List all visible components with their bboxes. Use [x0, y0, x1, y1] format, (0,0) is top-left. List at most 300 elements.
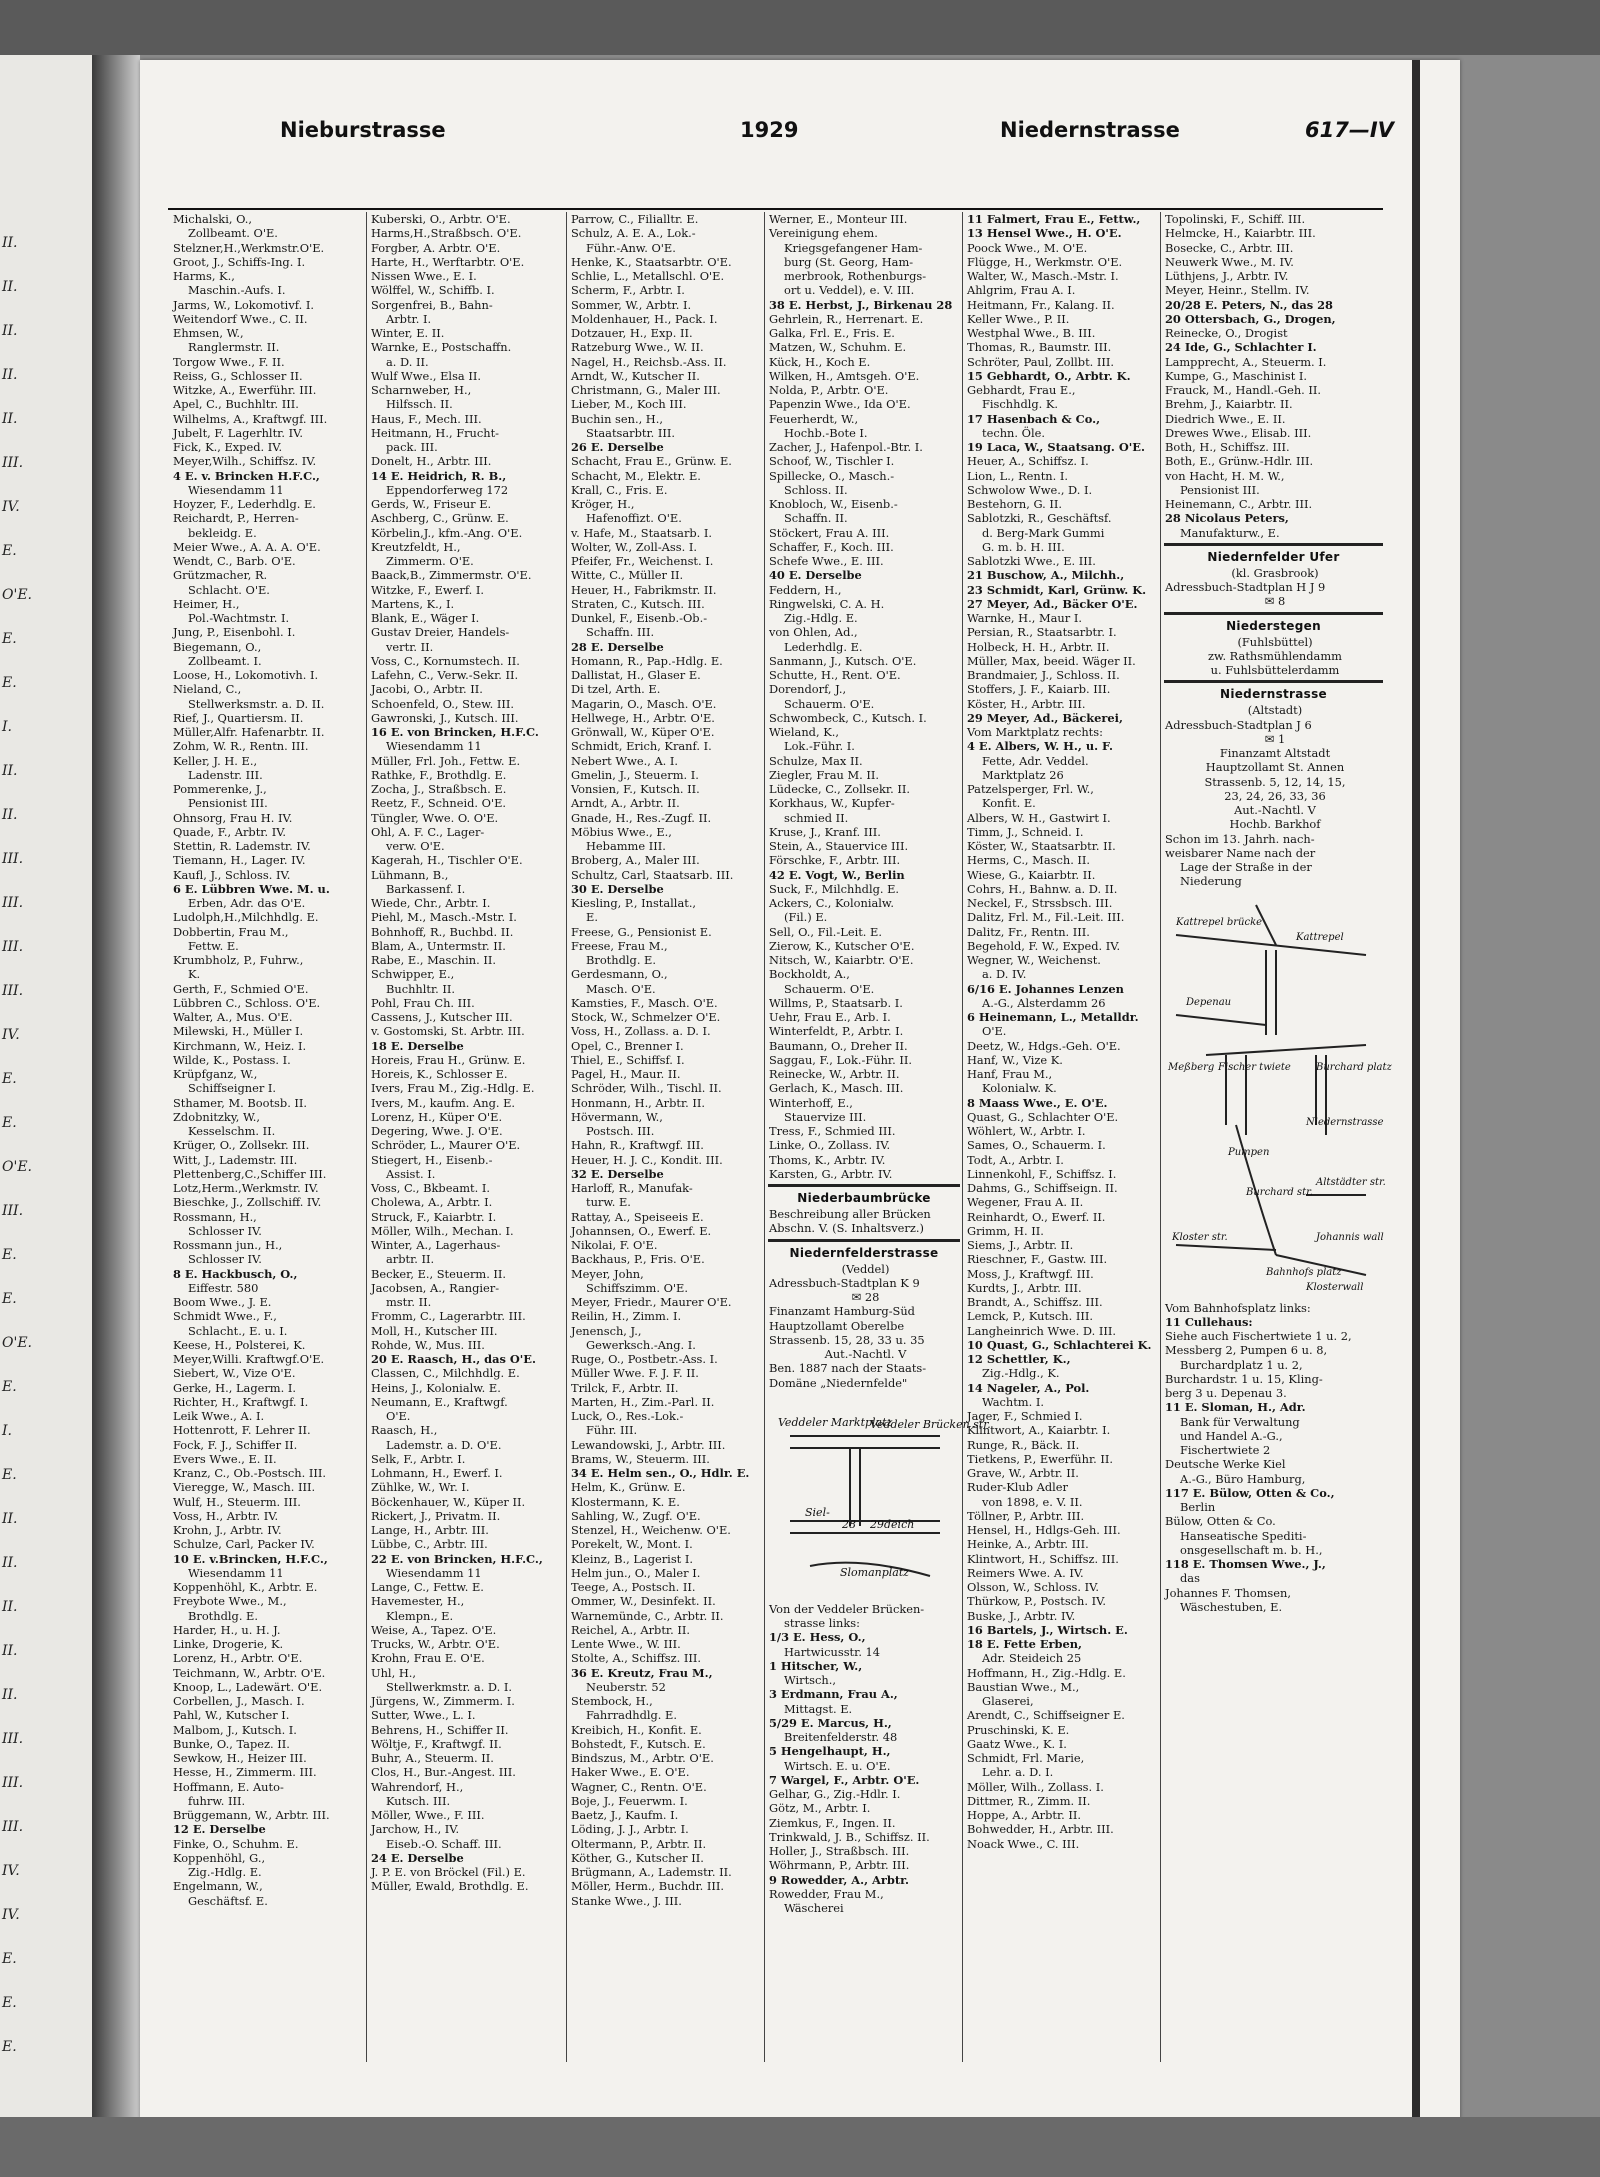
directory-entry: berg 3 u. Depenau 3. [1165, 1386, 1287, 1400]
facing-page-fragment: E. [2, 1467, 17, 1483]
directory-entry: Zohm, W. R., Rentn. III. [173, 739, 309, 754]
directory-entry: Trinkwald, J. B., Schiffsz. II. [769, 1829, 930, 1844]
map-label: Pumpen [1228, 1146, 1270, 1158]
directory-entry: Kruse, J., Kranf. III. [769, 824, 881, 839]
facing-page-fragment: II. [2, 323, 18, 339]
directory-entry: v. Gostomski, St. Arbtr. III. [371, 1024, 525, 1039]
directory-entry: Kück, H., Koch E. [769, 354, 871, 369]
directory-entry: Hilfssch. II. [386, 397, 453, 412]
directory-entry: Stauervize III. [784, 1109, 867, 1124]
directory-entry: Möller, Herm., Buchdr. III. [571, 1879, 725, 1894]
directory-entry: Suck, F., Milchhdlg. E. [769, 881, 900, 896]
directory-entry: Moldenhauer, H., Pack. I. [571, 311, 718, 326]
directory-entry: Keller, J. H. E., [173, 753, 258, 768]
map-label: Veddeler Marktplatz [778, 1415, 893, 1429]
directory-entry: Bohnhoff, R., Buchbd. II. [371, 924, 514, 939]
directory-entry: Schlosser IV. [188, 1223, 262, 1238]
directory-entry: Grave, W., Arbtr. II. [967, 1466, 1079, 1480]
directory-entry: Siebert, W., Vize O'E. [173, 1366, 296, 1381]
directory-entry: Lorenz, H., Arbtr. O'E. [173, 1651, 303, 1666]
map-label: Altstädter str. [1316, 1176, 1386, 1188]
directory-entry: Meyer, Friedr., Maurer O'E. [571, 1295, 732, 1309]
directory-entry: Martens, K., I. [371, 596, 455, 611]
facing-page-fragment: III. [2, 1731, 24, 1747]
directory-entry: Reimers Wwe. A. IV. [967, 1565, 1084, 1580]
directory-entry: Wulf Wwe., Elsa II. [371, 368, 481, 383]
directory-entry: Frauck, M., Handl.-Geh. II. [1165, 383, 1322, 397]
directory-entry: 20 Ottersbach, G., Drogen, [1165, 311, 1336, 326]
directory-entry: Baetz, J., Kaufm. I. [571, 1808, 679, 1822]
directory-entry: Gebhardt, Frau E., [967, 383, 1076, 397]
directory-entry: Ahlgrim, Frau A. I. [967, 283, 1076, 298]
directory-entry: 12 E. Derselbe [173, 1822, 266, 1837]
directory-entry: Haus, F., Mech. III. [371, 411, 482, 426]
directory-entry: Arendt, C., Schiffseigner E. [967, 1708, 1125, 1723]
directory-entry: Konfit. E. [982, 796, 1036, 811]
directory-entry: Richter, H., Kraftwgf. I. [173, 1394, 309, 1409]
directory-entry: Hoyzer, F., Lederhdlg. E. [173, 497, 316, 511]
directory-entry: Eiseb.-O. Schaff. III. [386, 1836, 502, 1851]
directory-entry: 11 Cullehaus: [1165, 1314, 1253, 1329]
directory-entry: Cholewa, A., Arbtr. I. [371, 1195, 493, 1210]
directory-entry: Olsson, W., Schloss. IV. [967, 1580, 1099, 1594]
directory-entry: Pol.-Wachtmstr. I. [188, 611, 290, 625]
directory-entry: 32 E. Derselbe [571, 1166, 664, 1181]
map-label: Fischer twiete [1218, 1061, 1291, 1073]
directory-entry: Harder, H., u. H. J. [173, 1622, 281, 1637]
map-street-line [1176, 1015, 1266, 1025]
section-info-line: ✉ 8 [1264, 594, 1286, 609]
directory-entry: Wiede, Chr., Arbtr. I. [371, 896, 491, 910]
directory-entry: Homann, R., Pap.-Hdlg. E. [571, 653, 723, 668]
directory-entry: Bohwedder, H., Arbtr. III. [967, 1822, 1114, 1837]
directory-entry: Schiffseigner I. [188, 1081, 277, 1096]
directory-entry: Schulze, Max II. [769, 753, 863, 768]
directory-entry: 11 E. Sloman, H., Adr. [1165, 1400, 1306, 1415]
column-5 [964, 212, 1161, 2062]
section-info-line: Hauptzollamt St. Annen [1205, 760, 1345, 775]
facing-page-fragment: II. [2, 1643, 18, 1659]
facing-page-fragment: III. [2, 939, 24, 955]
scan-background-top [0, 0, 1600, 55]
facing-page-fragment: III. [2, 851, 24, 867]
directory-entry: Barkassenf. I. [386, 881, 466, 896]
directory-entry: Krumbholz, P., Fuhrw., [173, 953, 304, 967]
directory-entry: Albers, W. H., Gastwirt I. [967, 810, 1111, 825]
directory-entry: Koppenhöhl, G., [173, 1850, 266, 1865]
street-section-title: Niedernfelder Ufer [1207, 549, 1340, 564]
directory-entry: Voss, C., Bkbeamt. I. [371, 1181, 490, 1195]
column-6 [1162, 212, 1392, 2062]
directory-entry: Willms, P., Staatsarb. I. [769, 995, 903, 1010]
directory-entry: Rief, J., Quartiersm. II. [173, 710, 304, 725]
directory-entry: Reinecke, W., Arbtr. II. [769, 1067, 900, 1081]
scan-background-bottom [0, 2117, 1600, 2177]
directory-entry: Walter, A., Mus. O'E. [173, 1010, 293, 1024]
directory-entry: Kriegsgefangener Ham- [784, 240, 923, 255]
directory-entry: Horeis, Frau H., Grünw. E. [371, 1052, 526, 1067]
directory-entry: Eppendorferweg 172 [386, 482, 509, 497]
directory-entry: Witt, J., Lademstr. III. [173, 1152, 298, 1167]
facing-page-fragment: E. [2, 1951, 17, 1967]
directory-entry: fuhrw. III. [188, 1793, 246, 1808]
column-4 [766, 212, 991, 2062]
map-label: Johannis wall [1316, 1231, 1384, 1243]
directory-entry: Wiesendamm 11 [386, 739, 482, 754]
map-street-line [1176, 1245, 1276, 1250]
directory-entry: Schoenfeld, O., Stew. III. [371, 696, 514, 711]
directory-entry: Schultz, Carl, Staatsarb. III. [571, 867, 734, 882]
directory-entry: Weitendorf Wwe., C. II. [173, 311, 308, 326]
directory-entry: Quade, F., Arbtr. IV. [173, 824, 287, 839]
directory-entry: strasse links: [784, 1616, 860, 1630]
directory-entry: Vom Bahnhofsplatz links: [1165, 1300, 1311, 1315]
directory-entry: Krohn, J., Arbtr. IV. [173, 1523, 282, 1537]
directory-entry: Dittmer, R., Zimm. II. [967, 1793, 1091, 1808]
directory-entry: Wäscherei [784, 1901, 844, 1915]
directory-entry: 117 E. Bülow, Otten & Co., [1165, 1485, 1335, 1500]
directory-entry: Schefe Wwe., E. III. [769, 554, 884, 568]
directory-entry: Wirtsch. E. u. O'E. [784, 1758, 891, 1773]
directory-entry: Voss, H., Arbtr. IV. [173, 1508, 279, 1523]
directory-entry: Linke, O., Zollass. IV. [769, 1138, 891, 1153]
directory-entry: Schoof, W., Tischler I. [769, 454, 895, 469]
directory-entry: Hesse, H., Zimmerm. III. [173, 1765, 317, 1780]
directory-entry: Zdobnitzky, W., [173, 1109, 260, 1124]
directory-entry: Jarchow, H., IV. [371, 1822, 460, 1837]
directory-entry: Fischhdlg. K. [982, 397, 1059, 412]
directory-entry: Deetz, W., Hdgs.-Geh. O'E. [967, 1038, 1121, 1053]
directory-entry: Hanf, W., Vize K. [967, 1052, 1063, 1067]
directory-entry: schmied II. [784, 810, 849, 825]
directory-entry: Hoffmann, E. Auto- [173, 1779, 284, 1794]
directory-entry: Dallistat, H., Glaser E. [571, 668, 701, 682]
directory-entry: Lampprecht, A., Steuerm. I. [1165, 354, 1327, 369]
directory-entry: Spillecke, O., Masch.- [769, 468, 895, 483]
directory-entry: Gerds, W., Friseur E. [371, 497, 492, 511]
directory-entry: Papenzin Wwe., Ida O'E. [769, 397, 911, 412]
facing-page-fragment: II. [2, 1687, 18, 1703]
directory-entry: Moss, J., Kraftwgf. III. [967, 1266, 1094, 1281]
directory-entry: 18 E. Fette Erben, [967, 1637, 1083, 1651]
directory-entry: Vieregge, W., Masch. III. [173, 1480, 316, 1495]
directory-entry: G. m. b. H. III. [982, 539, 1065, 554]
directory-columns [170, 212, 1392, 2062]
running-header-left: Nieburstrasse [280, 118, 446, 142]
directory-entry: Johannsen, O., Ewerf. E. [571, 1223, 712, 1238]
directory-entry: Sanmann, J., Kutsch. O'E. [769, 653, 917, 668]
directory-entry: Ludolph,H.,Milchhdlg. E. [173, 910, 319, 925]
directory-entry: Hauptzollamt Oberelbe [769, 1318, 905, 1333]
directory-entry: Reinecke, O., Drogist [1165, 326, 1288, 340]
directory-entry: Krohn, Frau E. O'E. [371, 1651, 485, 1666]
directory-entry: Donelt, H., Arbtr. III. [371, 454, 492, 469]
directory-entry: Thürkow, P., Postsch. IV. [967, 1594, 1106, 1609]
directory-entry: Vonsien, F., Kutsch. II. [571, 782, 700, 796]
directory-entry: Gerdesmann, O., [571, 967, 668, 982]
directory-entry: Wilken, H., Amtsgeh. O'E. [769, 368, 920, 383]
directory-entry: Brandmaier, J., Schloss. II. [967, 668, 1120, 682]
directory-entry: Schaffer, F., Koch. III. [769, 539, 894, 554]
map-label: 29deich [870, 1517, 915, 1531]
facing-page-fragment: E. [2, 1995, 17, 2011]
directory-entry: Vom Marktplatz rechts: [967, 725, 1103, 739]
directory-entry: Witte, C., Müller II. [571, 568, 684, 583]
facing-page-fragment: II. [2, 807, 18, 823]
directory-entry: Heuer, H., Fabrikmstr. II. [571, 582, 717, 597]
map-label: Burchard platz [1316, 1061, 1392, 1073]
directory-entry: Lüdecke, C., Zollsekr. II. [769, 782, 910, 796]
directory-entry: Jenensch, J., [571, 1323, 642, 1338]
directory-entry: Heinemann, C., Arbtr. III. [1165, 497, 1313, 511]
directory-entry: Clos, H., Bur.-Angest. III. [371, 1765, 516, 1780]
directory-entry: Geschäftsf. E. [188, 1893, 268, 1908]
directory-entry: Johannes F. Thomsen, [1165, 1585, 1291, 1600]
directory-entry: Brandt, A., Schiffsz. III. [967, 1295, 1103, 1309]
directory-entry: Loose, H., Lokomotivh. I. [173, 668, 319, 682]
facing-page-fragment: E. [2, 1379, 17, 1395]
directory-entry: Thomas, R., Baumstr. III. [967, 340, 1112, 355]
directory-entry: Jarms, W., Lokomotivf. I. [173, 297, 314, 312]
directory-entry: Gerlach, K., Masch. III. [769, 1081, 904, 1096]
directory-entry: Oltermann, P., Arbtr. II. [571, 1836, 707, 1851]
directory-entry: Krüpfganz, W., [173, 1067, 258, 1081]
directory-entry: Siehe auch Fischertwiete 1 u. 2, [1165, 1329, 1352, 1343]
directory-entry: Lorenz, H., Küper O'E. [371, 1109, 503, 1124]
map-label: Depenau [1186, 996, 1232, 1008]
directory-entry: ort u. Veddel), e. V. III. [784, 283, 915, 298]
directory-entry: Koppenhöhl, K., Arbtr. E. [173, 1580, 318, 1594]
facing-page-fragment: O'E. [2, 1159, 32, 1175]
directory-entry: Schwolow Wwe., D. I. [967, 482, 1093, 497]
directory-entry: Gerth, F., Schmied O'E. [173, 981, 309, 996]
directory-entry: Bindszus, M., Arbtr. O'E. [571, 1751, 714, 1765]
directory-entry: Lion, L., Rentn. I. [967, 468, 1068, 483]
directory-entry: Stembock, H., [571, 1694, 653, 1708]
section-info-line: (Fuhlsbüttel) [1237, 634, 1313, 649]
directory-entry: Ommer, W., Desinfekt. II. [571, 1594, 716, 1609]
directory-entry: Gnade, H., Res.-Zugf. II. [571, 810, 712, 825]
directory-entry: Harte, H., Werftarbtr. O'E. [371, 254, 525, 269]
directory-entry: mstr. II. [386, 1295, 432, 1309]
directory-entry: und Handel A.-G., [1180, 1428, 1283, 1443]
directory-entry: Broberg, A., Maler III. [571, 853, 700, 868]
directory-entry: Reiss, G., Schlosser II. [173, 368, 303, 383]
directory-entry: Ohl, A. F. C., Lager- [371, 824, 485, 839]
directory-entry: Jacobsen, A., Rangier- [371, 1280, 500, 1295]
directory-entry: Fettw. E. [188, 938, 239, 953]
directory-entry: Ziemkus, F., Ingen. II. [769, 1815, 896, 1830]
directory-entry: Stellwerkmstr. a. D. I. [386, 1679, 513, 1694]
directory-entry: Diedrich Wwe., E. II. [1165, 411, 1286, 426]
directory-entry: 1/3 E. Hess, O., [769, 1630, 866, 1645]
directory-entry: Ehmsen, W., [173, 326, 244, 340]
directory-entry: Wirtsch., [784, 1673, 836, 1687]
directory-entry: Glaserei, [982, 1694, 1034, 1708]
directory-entry: Schaffn. III. [586, 625, 655, 640]
directory-entry: Lühmann, B., [371, 867, 449, 882]
map-label: Bahnhofs platz [1266, 1266, 1342, 1278]
directory-entry: O'E. [386, 1409, 411, 1423]
directory-entry: techn. Öle. [982, 425, 1045, 440]
directory-entry: Korkhaus, W., Kupfer- [769, 796, 895, 811]
directory-entry: Führ.-Anw. O'E. [586, 240, 676, 255]
directory-entry: Sewkow, H., Heizer III. [173, 1751, 307, 1765]
directory-entry: Honmann, H., Arbtr. II. [571, 1095, 706, 1110]
directory-entry: Grönwall, W., Küper O'E. [571, 725, 715, 739]
directory-entry: Kranz, C., Ob.-Postsch. III. [173, 1466, 326, 1480]
directory-entry: Breitenfelderstr. 48 [784, 1730, 898, 1744]
directory-entry: Ringwelski, C. A. H. [769, 596, 885, 611]
map-street-line [1206, 1045, 1366, 1055]
directory-entry: 22 E. von Brincken, H.F.C., [371, 1551, 543, 1566]
directory-entry: Stettin, R. Lademstr. IV. [173, 839, 311, 853]
section-info-line: (Veddel) [841, 1261, 890, 1276]
directory-entry: Zocha, J., Straßbsch. E. [371, 782, 507, 796]
directory-entry: Reetz, F., Schneid. O'E. [371, 796, 507, 811]
section-info-line: Finanzamt Altstadt [1219, 746, 1331, 760]
facing-page-fragment: IV. [2, 1027, 20, 1043]
directory-entry: Rossmann, H., [173, 1209, 257, 1224]
directory-entry: Jürgens, W., Zimmerm. I. [371, 1694, 515, 1708]
directory-entry: Förschke, F., Arbtr. III. [769, 853, 901, 868]
facing-page-fragment: IV. [2, 1863, 20, 1879]
directory-entry: 14 E. Heidrich, R. B., [371, 468, 507, 483]
directory-entry: Lademstr. a. D. O'E. [386, 1437, 502, 1452]
directory-entry: 36 E. Kreutz, Frau M., [571, 1665, 713, 1680]
directory-entry: Arndt, A., Arbtr. II. [571, 796, 680, 811]
directory-entry: Heitmann, Fr., Kalang. II. [967, 297, 1115, 312]
facing-page-fragment: II. [2, 1599, 18, 1615]
directory-entry: Müller, Frl. Joh., Fettw. E. [371, 753, 521, 768]
directory-entry: Zollbeamt. I. [188, 653, 262, 668]
directory-entry: Patzelsperger, Frl. W., [967, 782, 1094, 796]
directory-entry: Rathke, F., Brothdlg. E. [371, 767, 507, 782]
directory-entry: Klintwort, A., Kaiarbtr. I. [967, 1423, 1111, 1438]
column-1 [170, 212, 367, 2062]
directory-entry: Stock, W., Schmelzer O'E. [571, 1010, 721, 1024]
directory-entry: Adressbuch-Stadtplan H J 9 [1165, 580, 1326, 594]
directory-entry: Ohnsorg, Frau H. IV. [173, 810, 293, 825]
directory-entry: Heinke, A., Arbtr. III. [967, 1537, 1089, 1552]
directory-entry: Dalitz, Fr., Rentn. III. [967, 924, 1090, 939]
directory-entry: Uehr, Frau E., Arb. I. [769, 1010, 891, 1024]
directory-entry: Meyer,Willi. Kraftwgf.O'E. [173, 1352, 325, 1366]
directory-entry: Grützmacher, R. [173, 568, 268, 583]
map-label: Kattrepel [1296, 931, 1344, 943]
directory-entry: Dotzauer, H., Exp. II. [571, 326, 693, 340]
directory-entry: Walter, W., Masch.-Mstr. I. [967, 269, 1119, 283]
directory-entry: das [1180, 1571, 1200, 1586]
page-edge-shadow [1412, 60, 1420, 2120]
directory-entry: Pensionist III. [1180, 482, 1260, 497]
directory-entry: Feuerherdt, W., [769, 411, 859, 426]
directory-entry: Lage der Straße in der [1180, 860, 1312, 874]
directory-entry: Engelmann, W., [173, 1879, 263, 1894]
directory-entry: Wiesendamm 11 [188, 1565, 284, 1580]
section-info-line: u. Fuhlsbüttelerdamm [1210, 663, 1340, 677]
directory-entry: 20/28 E. Peters, N., das 28 [1165, 297, 1333, 312]
directory-entry: Neckel, F., Strssbsch. III. [967, 896, 1113, 910]
directory-entry: Dahms, G., Schiffseign. II. [967, 1181, 1118, 1195]
directory-entry: Deutsche Werke Kiel [1165, 1457, 1286, 1472]
directory-entry: Arndt, W., Kutscher II. [571, 368, 700, 383]
directory-entry: Buchin sen., H., [571, 411, 663, 426]
directory-entry: Wiesendamm 11 [188, 482, 284, 497]
directory-entry: Teichmann, W., Arbtr. O'E. [173, 1665, 326, 1680]
directory-entry: 19 Laca, W., Staatsang. O'E. [967, 440, 1145, 454]
directory-entry: Zig.-Hdlg. E. [188, 1865, 262, 1879]
directory-entry: Sutter, Wwe., L. I. [371, 1708, 476, 1723]
directory-entry: Fischertwiete 2 [1180, 1443, 1271, 1457]
street-section-title: Niedernstrasse [1219, 687, 1327, 702]
directory-entry: Timm, J., Schneid. I. [967, 824, 1084, 839]
directory-entry: E. [586, 910, 598, 925]
directory-entry: Pagel, H., Maur. II. [571, 1067, 681, 1081]
section-rule [768, 1184, 960, 1187]
directory-entry: Schon im 13. Jahrh. nach- [1165, 831, 1315, 846]
directory-entry: Schlacht., E. u. I. [188, 1323, 288, 1338]
directory-entry: Weise, A., Tapez. O'E. [371, 1622, 497, 1637]
map-label: Slomanplatz [840, 1565, 910, 1579]
directory-entry: v. Hafe, M., Staatsarb. I. [571, 525, 713, 540]
directory-entry: Freybote Wwe., M., [173, 1594, 287, 1609]
directory-entry: Führ. III. [586, 1423, 638, 1438]
directory-entry: Wagner, C., Rentn. O'E. [571, 1779, 707, 1794]
directory-entry: Schmidt, Frl. Marie, [967, 1751, 1085, 1765]
directory-entry: 16 Bartels, J., Wirtsch. E. [967, 1622, 1128, 1637]
directory-entry: Saggau, F., Lok.-Führ. II. [769, 1052, 912, 1067]
directory-entry: Kiesling, P., Installat., [571, 896, 697, 910]
directory-entry: Sahling, W., Zugf. O'E. [571, 1508, 701, 1523]
directory-entry: Schiffszimm. O'E. [586, 1280, 688, 1295]
directory-entry: Linke, Drogerie, K. [173, 1637, 284, 1651]
directory-entry: Lüthjens, J., Arbtr. IV. [1165, 269, 1289, 283]
directory-entry: Krüger, O., Zollsekr. III. [173, 1138, 310, 1153]
directory-entry: Kreutzfeldt, H., [371, 539, 461, 554]
directory-entry: Freese, Frau M., [571, 938, 668, 953]
directory-entry: Sell, O., Fil.-Leit. E. [769, 924, 882, 939]
section-rule [1164, 612, 1383, 615]
directory-entry: Kurdts, J., Arbtr. III. [967, 1280, 1082, 1295]
directory-entry: Schaffn. II. [784, 511, 848, 526]
directory-entry: Wölffel, W., Schiffb. I. [371, 283, 495, 298]
directory-entry: Boom Wwe., J. E. [173, 1295, 272, 1309]
directory-entry: Torgow Wwe., F. II. [173, 354, 285, 369]
section-info-line: (kl. Grasbrook) [1231, 565, 1319, 580]
directory-entry: Rabe, E., Maschin. II. [371, 953, 496, 967]
directory-entry: Di tzel, Arth. E. [571, 682, 661, 697]
directory-entry: Holbeck, H. H., Arbtr. II. [967, 639, 1110, 654]
directory-entry: Christmann, G., Maler III. [571, 383, 721, 397]
directory-entry: Helm, K., Grünw. E. [571, 1480, 686, 1495]
directory-entry: Brothdlg. E. [586, 953, 656, 967]
directory-entry: Wolter, W., Zoll-Ass. I. [571, 539, 697, 554]
directory-entry: Lübbren C., Schloss. O'E. [173, 995, 321, 1010]
directory-entry: Domäne „Niedernfelde" [769, 1375, 908, 1390]
directory-entry: Pohl, Frau Ch. III. [371, 995, 475, 1010]
directory-entry: 30 E. Derselbe [571, 881, 664, 896]
running-header-year: 1929 [740, 118, 799, 142]
directory-entry: Buhr, A., Steuerm. II. [371, 1751, 494, 1765]
directory-entry: Kolonialw. K. [982, 1081, 1057, 1096]
directory-entry: Stolte, A., Schiffsz. III. [571, 1651, 701, 1666]
facing-page-fragment: II. [2, 1555, 18, 1571]
directory-entry: Schacht, Frau E., Grünw. E. [571, 454, 732, 469]
facing-page-fragment: I. [2, 719, 12, 735]
directory-entry: Lok.-Führ. I. [784, 739, 855, 754]
directory-entry: Manufakturw., E. [1180, 525, 1280, 540]
